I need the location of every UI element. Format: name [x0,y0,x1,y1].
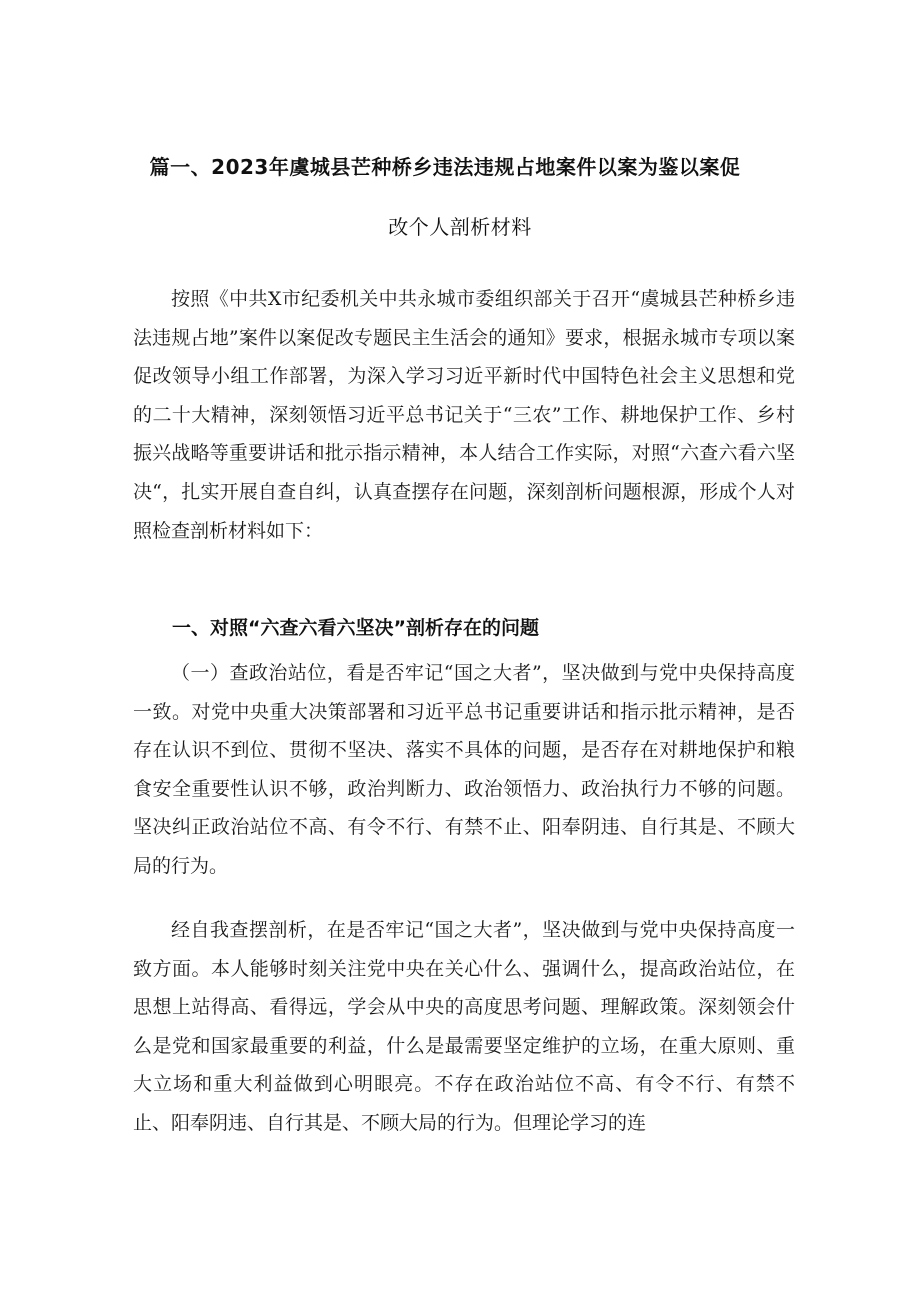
section-heading-1: 一、对照“六查六看六坚决”剖析存在的问题 [172,617,539,639]
intro-paragraph: 按照《中共X市纪委机关中共永城市委组织部关于召开“虞城县芒种桥乡违法违规占地”案件以案促改专题民主生活会的通知》要求，根据永城市专项以案促改领导小组工作部署，为深入学习习近平新时代中国特色社会主义思想和党的二十大精神，深刻领悟习近平总书记关于“三农”工作、耕地保护工作、乡村振兴战略等重要讲话和批示指示精神，本人结合工作实际，对照“六查六看六坚决“，扎实开展自查自纠，认真查摆存在问题，深刻剖析问题根源，形成个人对照检查剖析材料如下： [133,288,795,542]
document-title-line-2: 改个人剖析材料 [388,215,532,239]
subsection-paragraph-1: （一）查政治站位，看是否牢记“国之大者”，坚决做到与党中央保持高度一致。对党中央重大决策部署和习近平总书记重要讲话和指示批示精神，是否存在认识不到位、贯彻不坚决、落实不具体的问题，是否存在对耕地保护和粮食安全重要性认识不够，政治判断力、政治领悟力、政治执行力不够的问题。坚决纠正政治站位不高、有令不行、有禁不止、阳奉阴违、自行其是、不顾大局的行为。 [133,662,795,877]
document-title-line-1: 篇一、2023年虞城县芒种桥乡违法违规占地案件以案为鉴以案促 [149,155,741,179]
self-review-paragraph: 经自我查摆剖析，在是否牢记“国之大者”，坚决做到与党中央保持高度一致方面。本人能够时刻关注党中央在关心什么、强调什么，提高政治站位，在思想上站得高、看得远，学会从中央的高度思考问题、理解政策。深刻领会什么是党和国家最重要的利益，什么是最需要坚定维护的立场，在重大原则、重大立场和重大利益做到心明眼亮。不存在政治站位不高、有令不行、有禁不止、阳奉阴违、自行其是、不顾大局的行为。但理论学习的连 [133,919,795,1134]
